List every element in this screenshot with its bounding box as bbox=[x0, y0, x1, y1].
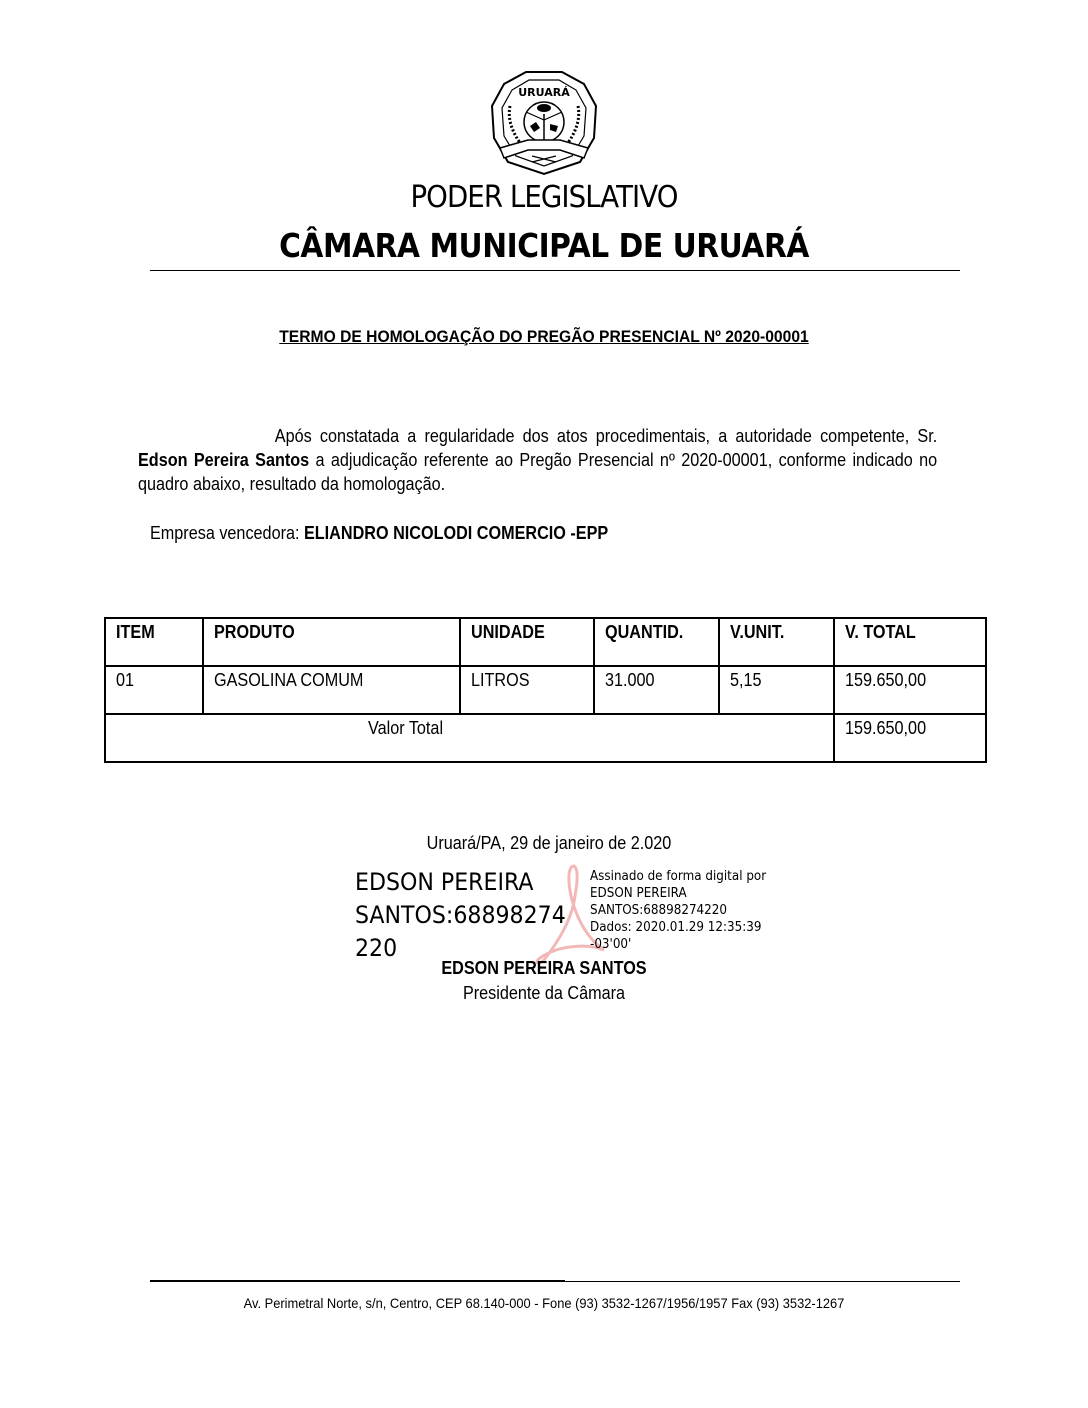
municipal-coat-of-arms-logo bbox=[484, 66, 604, 178]
table-row bbox=[105, 666, 986, 714]
digital-signature-info-line2: EDSON PEREIRA bbox=[590, 886, 687, 901]
digital-signature-info-line1: Assinado de forma digital por bbox=[590, 869, 767, 884]
signer-name: EDSON PEREIRA SANTOS bbox=[441, 958, 647, 978]
table-header-row bbox=[105, 618, 986, 666]
cell-v-unit: 5,15 bbox=[719, 666, 834, 714]
header-poder-legislativo: PODER LEGISLATIVO bbox=[410, 180, 678, 215]
column-header-v-total: V. TOTAL bbox=[834, 618, 986, 666]
empresa-label: Empresa vencedora: bbox=[150, 523, 304, 543]
digital-signature-name bbox=[355, 866, 576, 965]
signer-role: Presidente da Câmara bbox=[462, 983, 626, 1003]
document-title: TERMO DE HOMOLOGAÇÃO DO PREGÃO PRESENCIAL Nº 2020-00001 bbox=[279, 327, 809, 346]
paragraph-text-part2: a adjudicação referente ao Pregão Presencial nº 2020-00001, conforme indicado no quadro abaixo, resultado da homologação. bbox=[138, 450, 938, 494]
date-line: Uruará/PA, 29 de janeiro de 2.020 bbox=[426, 833, 672, 853]
footer-divider bbox=[150, 1281, 960, 1282]
digital-signature-info-line4: Dados: 2020.01.29 12:35:39 bbox=[590, 920, 762, 935]
digital-signature-info-line3: SANTOS:68898274220 bbox=[590, 903, 727, 918]
cell-v-total: 159.650,00 bbox=[834, 666, 986, 714]
column-header-unidade: UNIDADE bbox=[460, 618, 594, 666]
column-header-item: ITEM bbox=[105, 618, 203, 666]
column-header-produto: PRODUTO bbox=[203, 618, 460, 666]
winning-company bbox=[150, 523, 608, 544]
footer-address: Av. Perimetral Norte, s/n, Centro, CEP 68.140-000 - Fone (93) 3532-1267/1956/1957 Fax (93) 3532-1267 bbox=[243, 1295, 845, 1311]
paragraph-text-part1: Após constatada a regularidade dos atos procedimentais, a autoridade competente, Sr. bbox=[274, 426, 938, 446]
logo-lettering: URUARÁ bbox=[518, 86, 570, 99]
digital-signature-name-line1: EDSON PEREIRA bbox=[355, 868, 534, 896]
cell-quantidade: 31.000 bbox=[594, 666, 719, 714]
digital-signature-info-line5: -03'00' bbox=[590, 937, 632, 952]
column-header-quantidade: QUANTID. bbox=[594, 618, 719, 666]
total-value-cell: 159.650,00 bbox=[834, 714, 986, 762]
column-header-v-unit: V.UNIT. bbox=[719, 618, 834, 666]
paragraph-bold-name: Edson Pereira Santos bbox=[138, 450, 310, 470]
body-paragraph bbox=[138, 424, 937, 496]
digital-signature-name-line3: 220 bbox=[355, 934, 398, 962]
header-divider bbox=[150, 270, 960, 271]
cell-unidade: LITROS bbox=[460, 666, 594, 714]
digital-signature-name-line2: SANTOS:68898274 bbox=[355, 901, 566, 929]
cell-produto: GASOLINA COMUM bbox=[203, 666, 460, 714]
table-total-row bbox=[105, 714, 986, 762]
cell-item: 01 bbox=[105, 666, 203, 714]
empresa-value: ELIANDRO NICOLODI COMERCIO -EPP bbox=[303, 523, 609, 543]
header-camara-municipal: CÂMARA MUNICIPAL DE URUARÁ bbox=[279, 226, 809, 265]
total-label-cell: Valor Total bbox=[105, 714, 834, 762]
digital-signature-details bbox=[590, 868, 792, 953]
items-table bbox=[104, 617, 987, 763]
